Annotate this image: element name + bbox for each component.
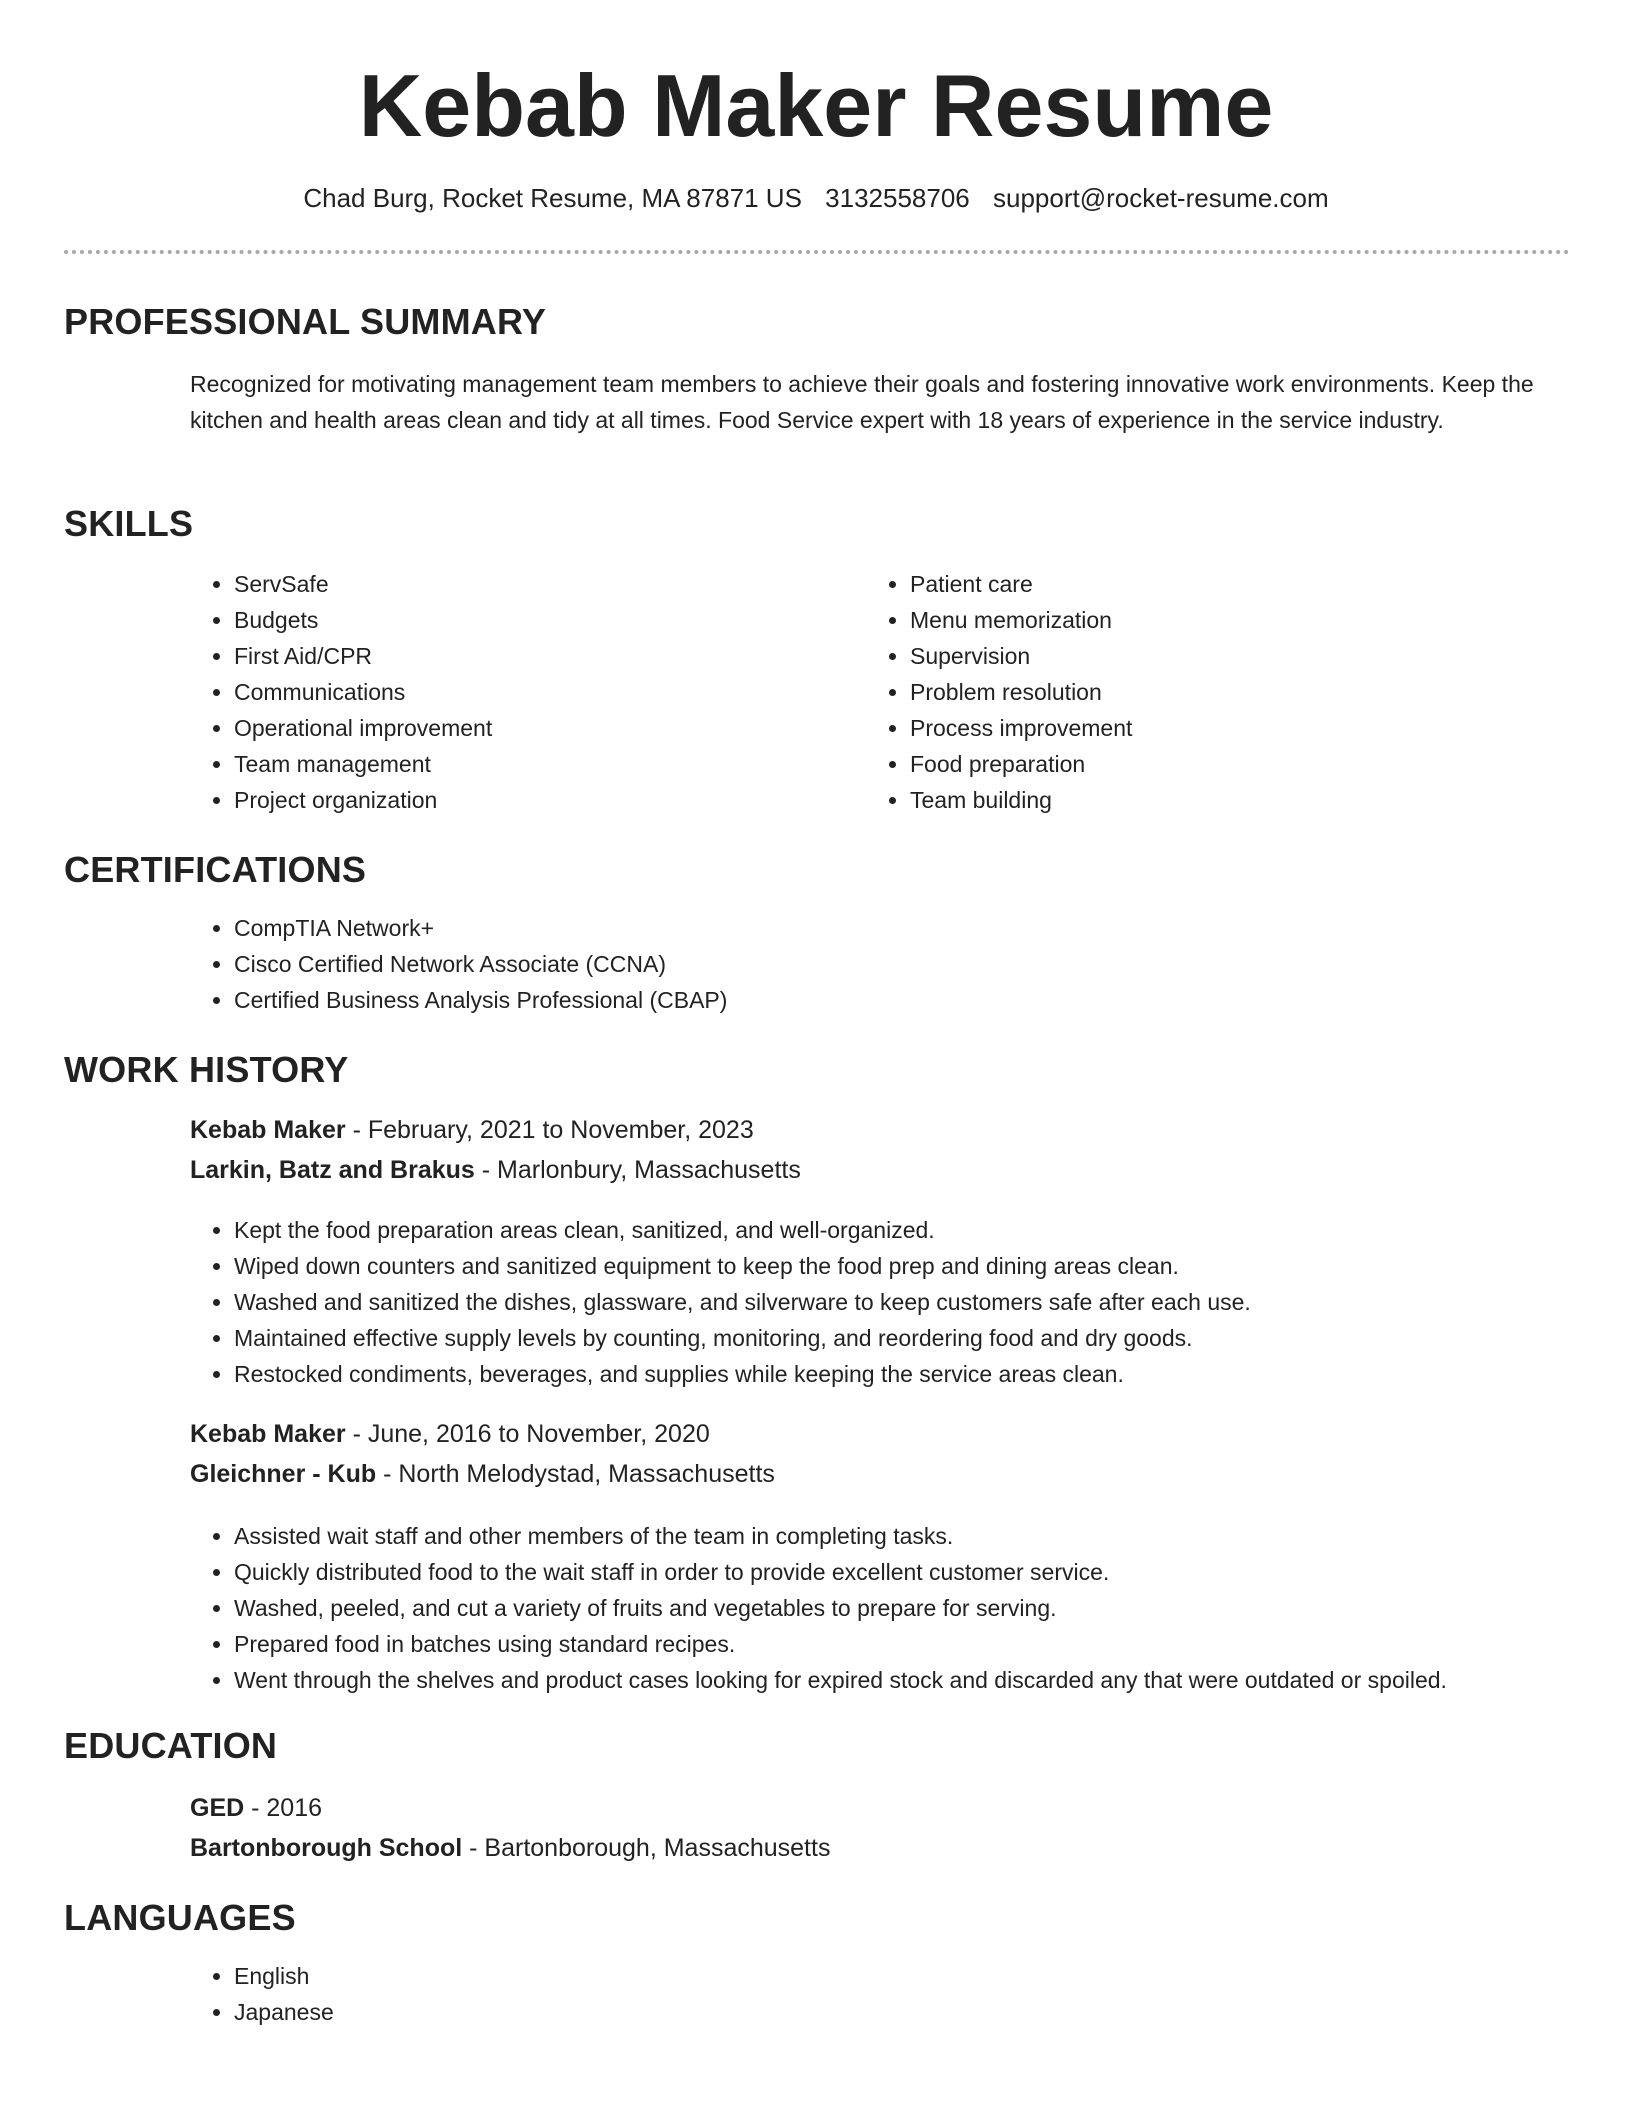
education-location: - Bartonborough, Massachusetts (462, 1834, 831, 1862)
skill-item: • Problem resolution (910, 674, 1530, 710)
job-company: Gleichner - Kub (190, 1460, 377, 1488)
skill-item: • Communications (234, 674, 854, 710)
job-duty: • Kept the food preparation areas clean, sanitized, and well-organized. (234, 1212, 1632, 1248)
certifications-list (190, 910, 1534, 1018)
summary-heading: PROFESSIONAL SUMMARY (64, 301, 547, 342)
job-duty: • Assisted wait staff and other members of the team in completing tasks. (234, 1518, 1632, 1554)
contact-email: support@rocket-resume.com (993, 183, 1329, 213)
job-duties-list (190, 1518, 1632, 1698)
job-company-line (190, 1456, 775, 1492)
summary-text: Recognized for motivating management team members to achieve their goals and fostering innovative work environments. Keep the kitchen and health areas clean and tidy at all times. Food Service expert with 18 years of experience in the service industry. (190, 371, 1534, 433)
skills-list-right (866, 566, 1530, 818)
job-title: Kebab Maker (190, 1116, 346, 1144)
certification-item: • CompTIA Network+ (234, 910, 1534, 946)
job-title: Kebab Maker (190, 1420, 346, 1448)
job-location: - Marlonbury, Massachusetts (474, 1156, 801, 1184)
job-duty: • Prepared food in batches using standard recipes. (234, 1626, 1632, 1662)
skills-heading: SKILLS (64, 503, 194, 544)
job-company: Larkin, Batz and Brakus (190, 1156, 475, 1184)
skill-item: • Team building (910, 782, 1530, 818)
job-duty: • Washed and sanitized the dishes, glassware, and silverware to keep customers safe after each use. (234, 1284, 1632, 1320)
skill-item: • Process improvement (910, 710, 1530, 746)
job-title-line (190, 1416, 710, 1452)
job-title-line (190, 1112, 754, 1148)
language-item: • English (234, 1958, 834, 1994)
job-duty: • Went through the shelves and product cases looking for expired stock and discarded any that were outdated or spoiled. (234, 1662, 1632, 1698)
job-company-line (190, 1152, 801, 1188)
job-location: - North Melodystad, Massachusetts (376, 1460, 775, 1488)
contact-address: Chad Burg, Rocket Resume, MA 87871 US (303, 183, 802, 213)
education-school-line (190, 1830, 830, 1866)
certification-item: • Certified Business Analysis Professional (CBAP) (234, 982, 1534, 1018)
job-duty: • Wiped down counters and sanitized equipment to keep the food prep and dining areas clean. (234, 1248, 1632, 1284)
languages-list (190, 1958, 834, 2030)
skill-item: • ServSafe (234, 566, 854, 602)
job-dates: - February, 2021 to November, 2023 (345, 1116, 754, 1144)
job-duty: • Restocked condiments, beverages, and supplies while keeping the service areas clean. (234, 1356, 1632, 1392)
skill-item: • Budgets (234, 602, 854, 638)
certification-item: • Cisco Certified Network Associate (CCNA) (234, 946, 1534, 982)
education-degree: GED (190, 1794, 245, 1822)
job-duties-list (190, 1212, 1632, 1392)
skill-item: • Project organization (234, 782, 854, 818)
contact-line (0, 180, 1632, 216)
certifications-heading: CERTIFICATIONS (64, 849, 367, 890)
job-dates: - June, 2016 to November, 2020 (345, 1420, 710, 1448)
skill-item: • Patient care (910, 566, 1530, 602)
header-divider (64, 250, 1570, 254)
languages-heading: LANGUAGES (64, 1897, 296, 1938)
education-school: Bartonborough School (190, 1834, 463, 1862)
work-history-heading: WORK HISTORY (64, 1049, 349, 1090)
skills-list-left (190, 566, 854, 818)
education-heading: EDUCATION (64, 1725, 278, 1766)
skill-item: • Operational improvement (234, 710, 854, 746)
skill-item: • Food preparation (910, 746, 1530, 782)
education-year: - 2016 (244, 1794, 323, 1822)
skill-item: • First Aid/CPR (234, 638, 854, 674)
skill-item: • Supervision (910, 638, 1530, 674)
resume-title: Kebab Maker Resume (358, 56, 1274, 155)
contact-phone: 3132558706 (825, 183, 970, 213)
job-duty: • Quickly distributed food to the wait staff in order to provide excellent customer service. (234, 1554, 1632, 1590)
skill-item: • Menu memorization (910, 602, 1530, 638)
job-duty: • Maintained effective supply levels by counting, monitoring, and reordering food and dry goods. (234, 1320, 1632, 1356)
education-degree-line (190, 1790, 322, 1826)
skill-item: • Team management (234, 746, 854, 782)
job-duty: • Washed, peeled, and cut a variety of fruits and vegetables to prepare for serving. (234, 1590, 1632, 1626)
language-item: • Japanese (234, 1994, 834, 2030)
